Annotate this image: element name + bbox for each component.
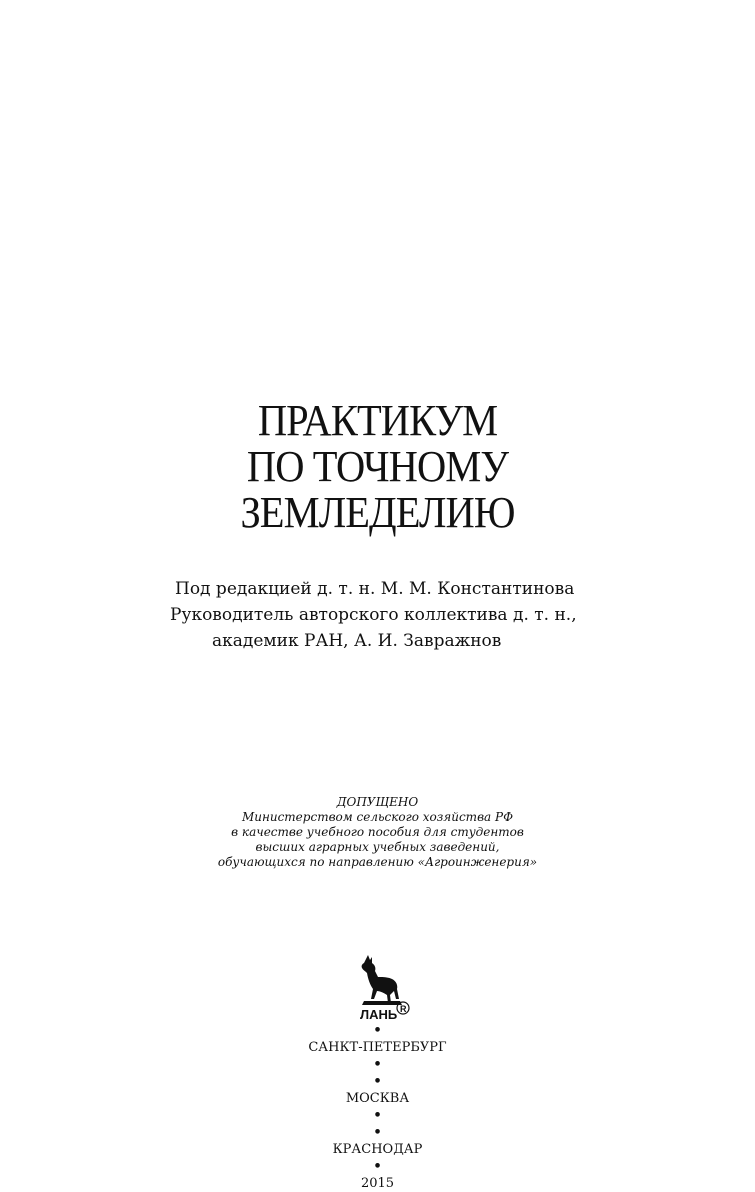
approval-line: Министерством сельского хозяйства РФ: [241, 810, 514, 824]
separator: •: [373, 1125, 382, 1140]
approval-stamp: [0, 795, 755, 870]
editor-line: Под редакцией д. т. н. М. М. Константинова: [175, 579, 575, 599]
lead-author-name-line: академик РАН, А. И. Завражнов: [212, 631, 502, 651]
separator: •: [373, 1108, 382, 1123]
city-line: [0, 1124, 755, 1175]
approval-heading: ДОПУЩЕНО: [336, 795, 419, 809]
publication-year: 2015: [360, 1176, 395, 1191]
registered-mark: R: [400, 1004, 407, 1014]
approval-line: высших аграрных учебных заведений,: [255, 840, 500, 854]
book-title-line-3: ЗЕМЛЕДЕЛИЮ: [240, 488, 515, 537]
book-title-line-2: ПО ТОЧНОМУ: [246, 442, 509, 491]
book-title-line-1: ПРАКТИКУМ: [257, 396, 498, 445]
deer-icon: [352, 955, 412, 1023]
city-name: КРАСНОДАР: [332, 1142, 423, 1157]
publisher-cities: [0, 1022, 755, 1192]
logo-wordmark: ЛАНЬ: [360, 1007, 398, 1022]
city-line: [0, 1073, 755, 1124]
separator: •: [373, 1057, 382, 1072]
publisher-logo: [352, 955, 412, 1023]
city-line: [0, 1022, 755, 1073]
separator: •: [373, 1023, 382, 1038]
approval-line: обучающихся по направлению «Агроинженерия»: [217, 855, 538, 869]
separator: •: [373, 1159, 382, 1174]
book-title: [0, 398, 755, 536]
separator: •: [373, 1074, 382, 1089]
city-name: САНКТ-ПЕТЕРБУРГ: [308, 1040, 447, 1055]
lead-author-line: Руководитель авторского коллектива д. т. н.,: [170, 605, 577, 625]
city-name: МОСКВА: [345, 1091, 410, 1106]
approval-line: в качестве учебного пособия для студентов: [231, 825, 524, 839]
